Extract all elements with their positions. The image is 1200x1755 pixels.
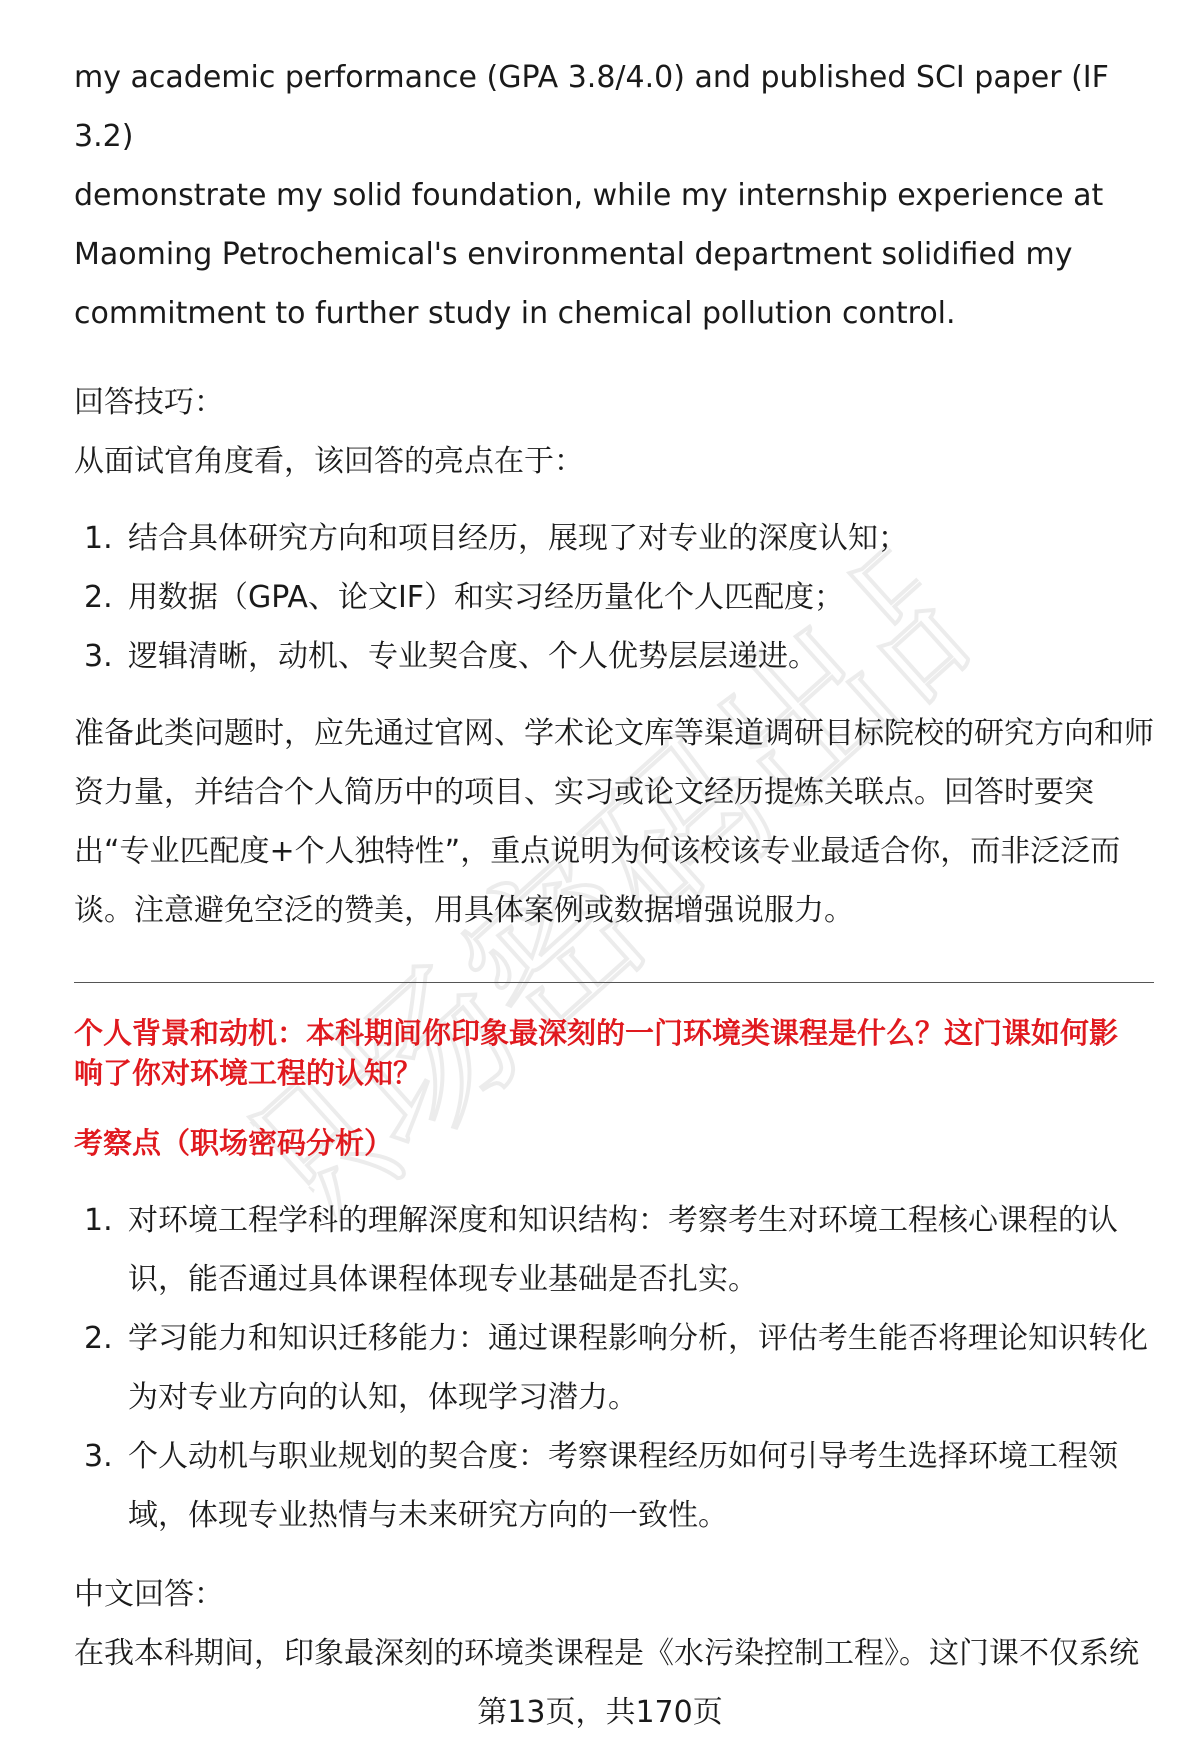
- list-number: 1.: [84, 521, 113, 556]
- list-item: [74, 1427, 1154, 1545]
- advice-line: 资力量，并结合个人简历中的项目、实习或论文经历提炼关联点。回答时要突: [74, 775, 1094, 810]
- list-item: [74, 1191, 1154, 1309]
- answer-heading: 中文回答：: [74, 1577, 224, 1612]
- intro-line: commitment to further study in chemical pollution control.: [74, 296, 956, 331]
- intro-line: my academic performance (GPA 3.8/4.0) and published SCI paper (IF 3.2): [74, 60, 1109, 154]
- list-item: [74, 627, 1154, 686]
- list-text: 识，能否通过具体课程体现专业基础是否扎实。: [128, 1262, 758, 1297]
- list-text: 个人动机与职业规划的契合度：考察课程经历如何引导考生选择环境工程领: [128, 1439, 1118, 1474]
- intro-line: demonstrate my solid foundation, while my internship experience at: [74, 178, 1104, 213]
- tips-lead: 从面试官角度看，该回答的亮点在于：: [74, 444, 584, 479]
- tips-list: [74, 509, 1154, 686]
- advice-paragraph: [74, 704, 1154, 940]
- list-text: 结合具体研究方向和项目经历，展现了对专业的深度认知；: [128, 521, 908, 556]
- document-page: [74, 48, 1154, 1683]
- intro-paragraph: [74, 48, 1154, 343]
- advice-line: 准备此类问题时，应先通过官网、学术论文库等渠道调研目标院校的研究方向和师: [74, 716, 1154, 751]
- analysis-heading: 考察点（职场密码分析）: [74, 1126, 394, 1160]
- list-text: 域，体现专业热情与未来研究方向的一致性。: [128, 1498, 728, 1533]
- question-line: 响了你对环境工程的认知？: [74, 1056, 423, 1090]
- list-number: 1.: [84, 1203, 113, 1238]
- page-footer: 第13页，共170页: [477, 1695, 723, 1730]
- advice-line: 出“专业匹配度+个人独特性”，重点说明为何该校该专业最适合你，而非泛泛而: [74, 834, 1121, 869]
- question-line: 个人背景和动机：本科期间你印象最深刻的一门环境类课程是什么？这门课如何影: [74, 1016, 1119, 1050]
- advice-line: 谈。注意避免空泛的赞美，用具体案例或数据增强说服力。: [74, 893, 854, 928]
- list-text: 逻辑清晰，动机、专业契合度、个人优势层层递进。: [128, 639, 818, 674]
- list-item: [74, 509, 1154, 568]
- question-heading: [74, 1013, 1154, 1093]
- list-number: 3.: [84, 639, 113, 674]
- list-number: 2.: [84, 580, 113, 615]
- list-item: [74, 1309, 1154, 1427]
- list-text: 为对专业方向的认知，体现学习潜力。: [128, 1380, 638, 1415]
- answer-line: 在我本科期间，印象最深刻的环境类课程是《水污染控制工程》。这门课不仅系统: [74, 1636, 1139, 1671]
- list-item: [74, 568, 1154, 627]
- analysis-list: [74, 1191, 1154, 1545]
- svg-text:职场密码出品: 职场密码出品: [210, 503, 1010, 1257]
- tips-heading: 回答技巧：: [74, 385, 224, 420]
- list-text: 学习能力和知识迁移能力：通过课程影响分析，评估考生能否将理论知识转化: [128, 1321, 1148, 1356]
- list-text: 对环境工程学科的理解深度和知识结构：考察考生对环境工程核心课程的认: [128, 1203, 1118, 1238]
- list-number: 3.: [84, 1439, 113, 1474]
- list-text: 用数据（GPA、论文IF）和实习经历量化个人匹配度；: [128, 580, 845, 615]
- intro-line: Maoming Petrochemical's environmental department solidified my: [74, 237, 1073, 272]
- list-number: 2.: [84, 1321, 113, 1356]
